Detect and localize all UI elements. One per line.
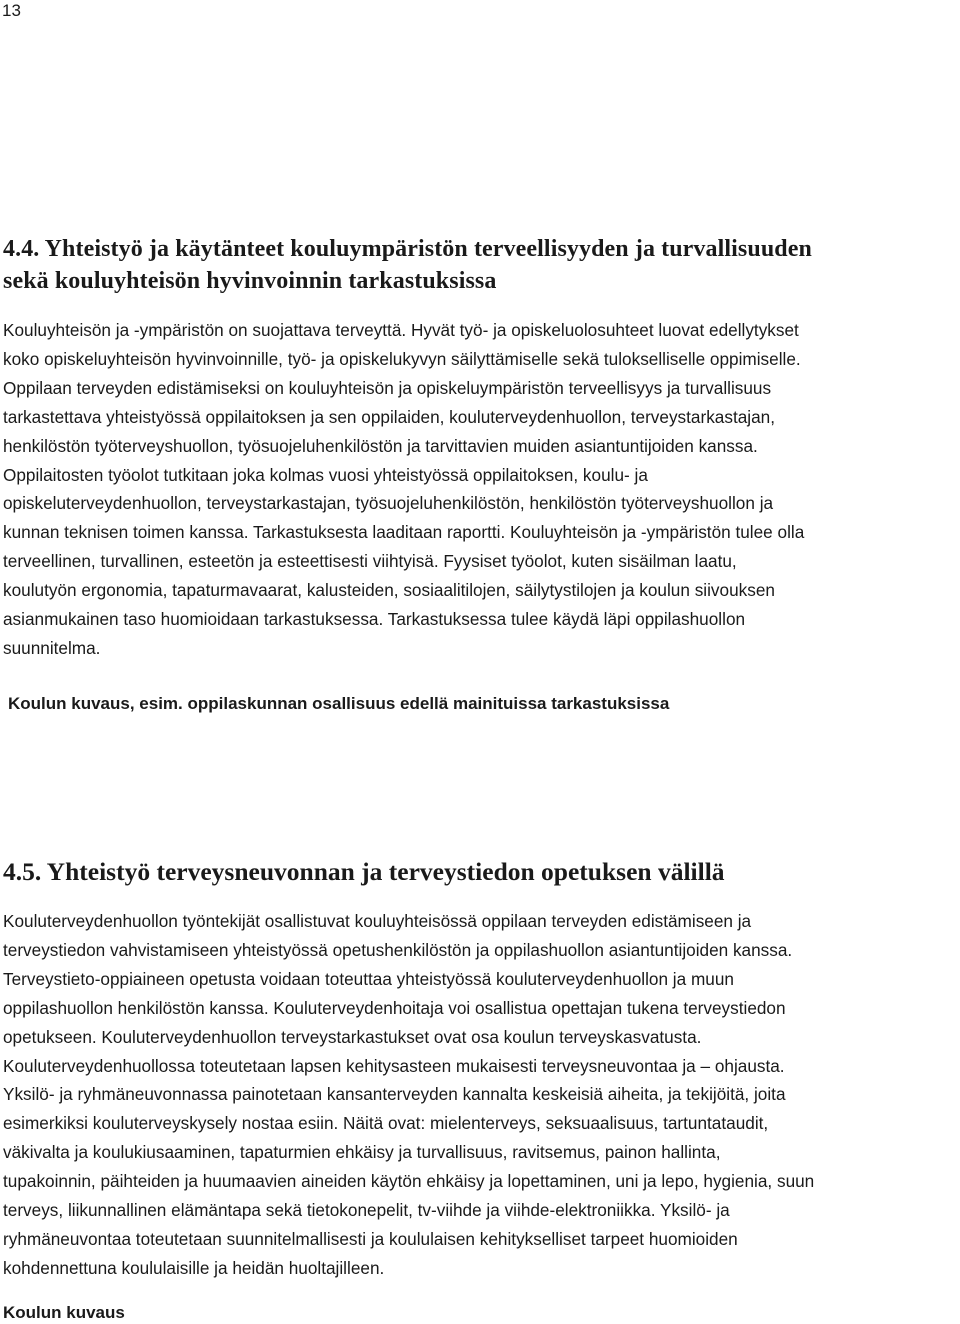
text-line: koulutyön ergonomia, tapaturmavaarat, kalusteiden, sosiaalitilojen, säilytystilojen ja koulun siivouksen [3, 580, 775, 601]
text-line: kunnan teknisen toimen kanssa. Tarkastuksesta laaditaan raportti. Kouluyhteisön ja -ympäristön tulee olla [3, 522, 805, 543]
school-description [3, 1302, 957, 1324]
text-line: ryhmäneuvontaa toteutetaan suunnitelmallisesti ja koululaisen kehitykselliset tarpeet huomioiden [3, 1228, 738, 1249]
section-4-5-body [3, 907, 957, 1283]
text-line: Kouluterveydenhuollossa toteutetaan lapsen kehitysasteen mukaisesti terveysneuvontaa ja – ohjausta. [3, 1055, 785, 1076]
text-line: kohdennettuna koululaisille ja heidän huoltajilleen. [3, 1257, 385, 1278]
text-line: asianmukainen taso huomioidaan tarkastuksessa. Tarkastuksessa tulee käydä läpi oppilashuollon [3, 609, 746, 630]
text-line: tarkastettava yhteistyössä oppilaitoksen ja sen oppilaiden, kouluterveydenhuollon, terveystarkastajan, [3, 406, 775, 427]
paragraph [3, 907, 957, 1283]
text-line: Oppilaitosten työolot tutkitaan joka kolmas vuosi yhteistyössä oppilaitoksen, koulu- ja [3, 464, 648, 485]
text-line: esimerkiksi kouluterveyskysely nostaa esiin. Näitä ovat: mielenterveys, seksuaalisuus, tartuntataudit, [3, 1113, 769, 1134]
school-description-example [8, 693, 960, 715]
text-line: tupakoinnin, päihteiden ja huumaavien aineiden käytön ehkäisy ja lopettaminen, uni ja lepo, hygienia, suun [3, 1171, 815, 1192]
subheading: Koulun kuvaus [3, 1303, 125, 1322]
text-line: Kouluterveydenhuollon työntekijät osallistuvat kouluyhteisössä oppilaan terveyden edistämiseen ja [3, 911, 752, 931]
text-line: henkilöstön työterveyshuollon, työsuojeluhenkilöstön ja tarvittavien muiden asiantuntijoiden kanssa. [3, 435, 758, 456]
text-line: koko opiskeluyhteisön hyvinvoinnille, työ- ja opiskelukyvyn säilyttämiselle sekä tulokselliselle oppimiselle. [3, 348, 801, 369]
text-line: Kouluyhteisön ja -ympäristön on suojattava terveyttä. Hyvät työ- ja opiskeluolosuhteet luovat edellytykset [3, 320, 799, 340]
section-heading: 4.5. Yhteistyö terveysneuvonnan ja terveystiedon opetuksen välillä [3, 857, 725, 886]
subheading: Koulun kuvaus, esim. oppilaskunnan osallisuus edellä mainituissa tarkastuksissa [8, 694, 670, 713]
text-line: Yksilö- ja ryhmäneuvonnassa painotetaan kansanterveyden kannalta keskeisiä aiheita, ja tekijöitä, joita [3, 1084, 786, 1105]
text-line: oppilashuollon henkilöstön kanssa. Kouluterveydenhoitaja voi osallistua opettajan tukena terveystiedon [3, 997, 786, 1018]
text-line: opiskeluterveydenhuollon, terveystarkastajan, työsuojeluhenkilöstön, henkilöstön työterveyshuollon ja [3, 493, 774, 514]
text-line: Terveystieto-oppiaineen opetusta voidaan toteuttaa yhteistyössä kouluterveydenhuollon ja muun [3, 968, 734, 989]
paragraph [3, 316, 957, 663]
section-4-4 [3, 233, 957, 297]
section-4-4-body [3, 316, 957, 663]
section-heading [3, 233, 957, 297]
text-line: terveellinen, turvallinen, esteetön ja esteettisesti viihtyisä. Fyysiset työolot, kuten sisäilman laatu, [3, 551, 737, 572]
text-line: terveystiedon vahvistamiseen yhteistyössä opetushenkilöstön ja oppilashuollon asiantuntijoiden kanssa. [3, 939, 793, 960]
page-number: 13 [2, 1, 21, 20]
text-line: suunnitelma. [3, 637, 101, 658]
heading-line: sekä kouluyhteisön hyvinvoinnin tarkastuksissa [3, 268, 497, 294]
text-line: Oppilaan terveyden edistämiseksi on kouluyhteisön ja opiskeluympäristön terveellisyys ja turvallisuus [3, 377, 772, 398]
text-line: terveys, liikunnallinen elämäntapa sekä tietokonepelit, tv-viihde ja viihde-elektroniikka. Yksilö- ja [3, 1200, 730, 1221]
text-line: väkivalta ja koulukiusaaminen, tapaturmien ehkäisy ja turvallisuus, ravitsemus, painon hallinta, [3, 1142, 721, 1163]
text-line: opetukseen. Kouluterveydenhuollon terveystarkastukset ovat osa koulun terveyskasvatusta. [3, 1026, 702, 1047]
section-4-5 [3, 855, 957, 889]
heading-line: 4.4. Yhteistyö ja käytänteet kouluympäristön terveellisyyden ja turvallisuuden [3, 236, 812, 262]
